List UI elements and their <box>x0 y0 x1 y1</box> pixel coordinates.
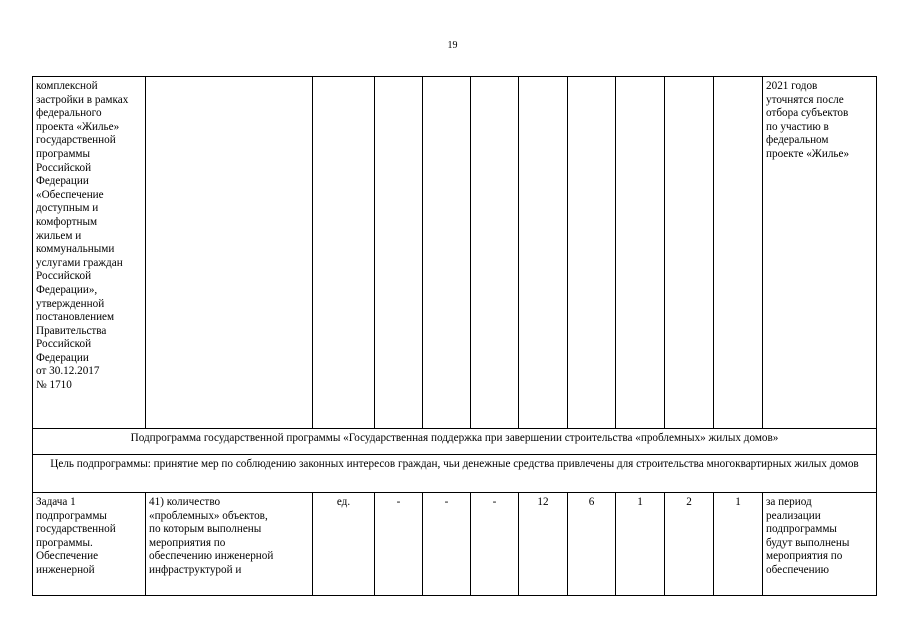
continued-unit-cell <box>313 77 375 429</box>
task-note-cell: за период реализации подпрограммы будут выполнены мероприятия по обеспечению <box>763 493 877 596</box>
table-row-task <box>33 493 877 596</box>
table-row-continued <box>33 77 877 429</box>
continued-description-cell: комплексной застройки в рамках федерального проекта «Жилье» государственной программы Российской Федерации «Обеспечение доступным и комфортным жильем и коммунальными услугами граждан Российской Федерации», утвержденной постановлением Правительства Российской Федерации от 30.12.2017 № 1710 <box>33 77 146 429</box>
subprogram-title: Подпрограмма государственной программы «Государственная поддержка при завершении строительства «проблемных» жилых домов» <box>33 429 877 455</box>
task-indicator-cell: 41) количество «проблемных» объектов, по которым выполнены мероприятия по обеспечению инженерной инфраструктурой и <box>146 493 313 596</box>
task-value-cell: 6 <box>568 493 616 596</box>
page-number: 19 <box>447 40 458 51</box>
subprogram-goal: Цель подпрограммы: принятие мер по соблюдению законных интересов граждан, чьи денежные средства привлечены для строительства многоквартирных жилых домов <box>33 455 877 493</box>
task-value-cell: 2 <box>665 493 714 596</box>
continued-value-cell <box>471 77 519 429</box>
continued-value-cell <box>568 77 616 429</box>
continued-value-cell <box>519 77 568 429</box>
task-value-cell: 1 <box>616 493 665 596</box>
task-name-cell: Задача 1 подпрограммы государственной программы. Обеспечение инженерной <box>33 493 146 596</box>
continued-value-cell <box>423 77 471 429</box>
indicators-table <box>32 76 877 596</box>
continued-value-cell <box>714 77 763 429</box>
continued-indicator-cell <box>146 77 313 429</box>
table-row-subprogram-goal <box>33 455 877 493</box>
continued-note-cell: 2021 годов уточнятся после отбора субъектов по участию в федеральном проекте «Жилье» <box>763 77 877 429</box>
task-unit-cell: ед. <box>313 493 375 596</box>
continued-value-cell <box>375 77 423 429</box>
table-row-subprogram-title <box>33 429 877 455</box>
continued-value-cell <box>665 77 714 429</box>
task-value-cell: 12 <box>519 493 568 596</box>
task-value-cell: - <box>423 493 471 596</box>
task-value-cell: 1 <box>714 493 763 596</box>
task-value-cell: - <box>375 493 423 596</box>
task-value-cell: - <box>471 493 519 596</box>
continued-value-cell <box>616 77 665 429</box>
